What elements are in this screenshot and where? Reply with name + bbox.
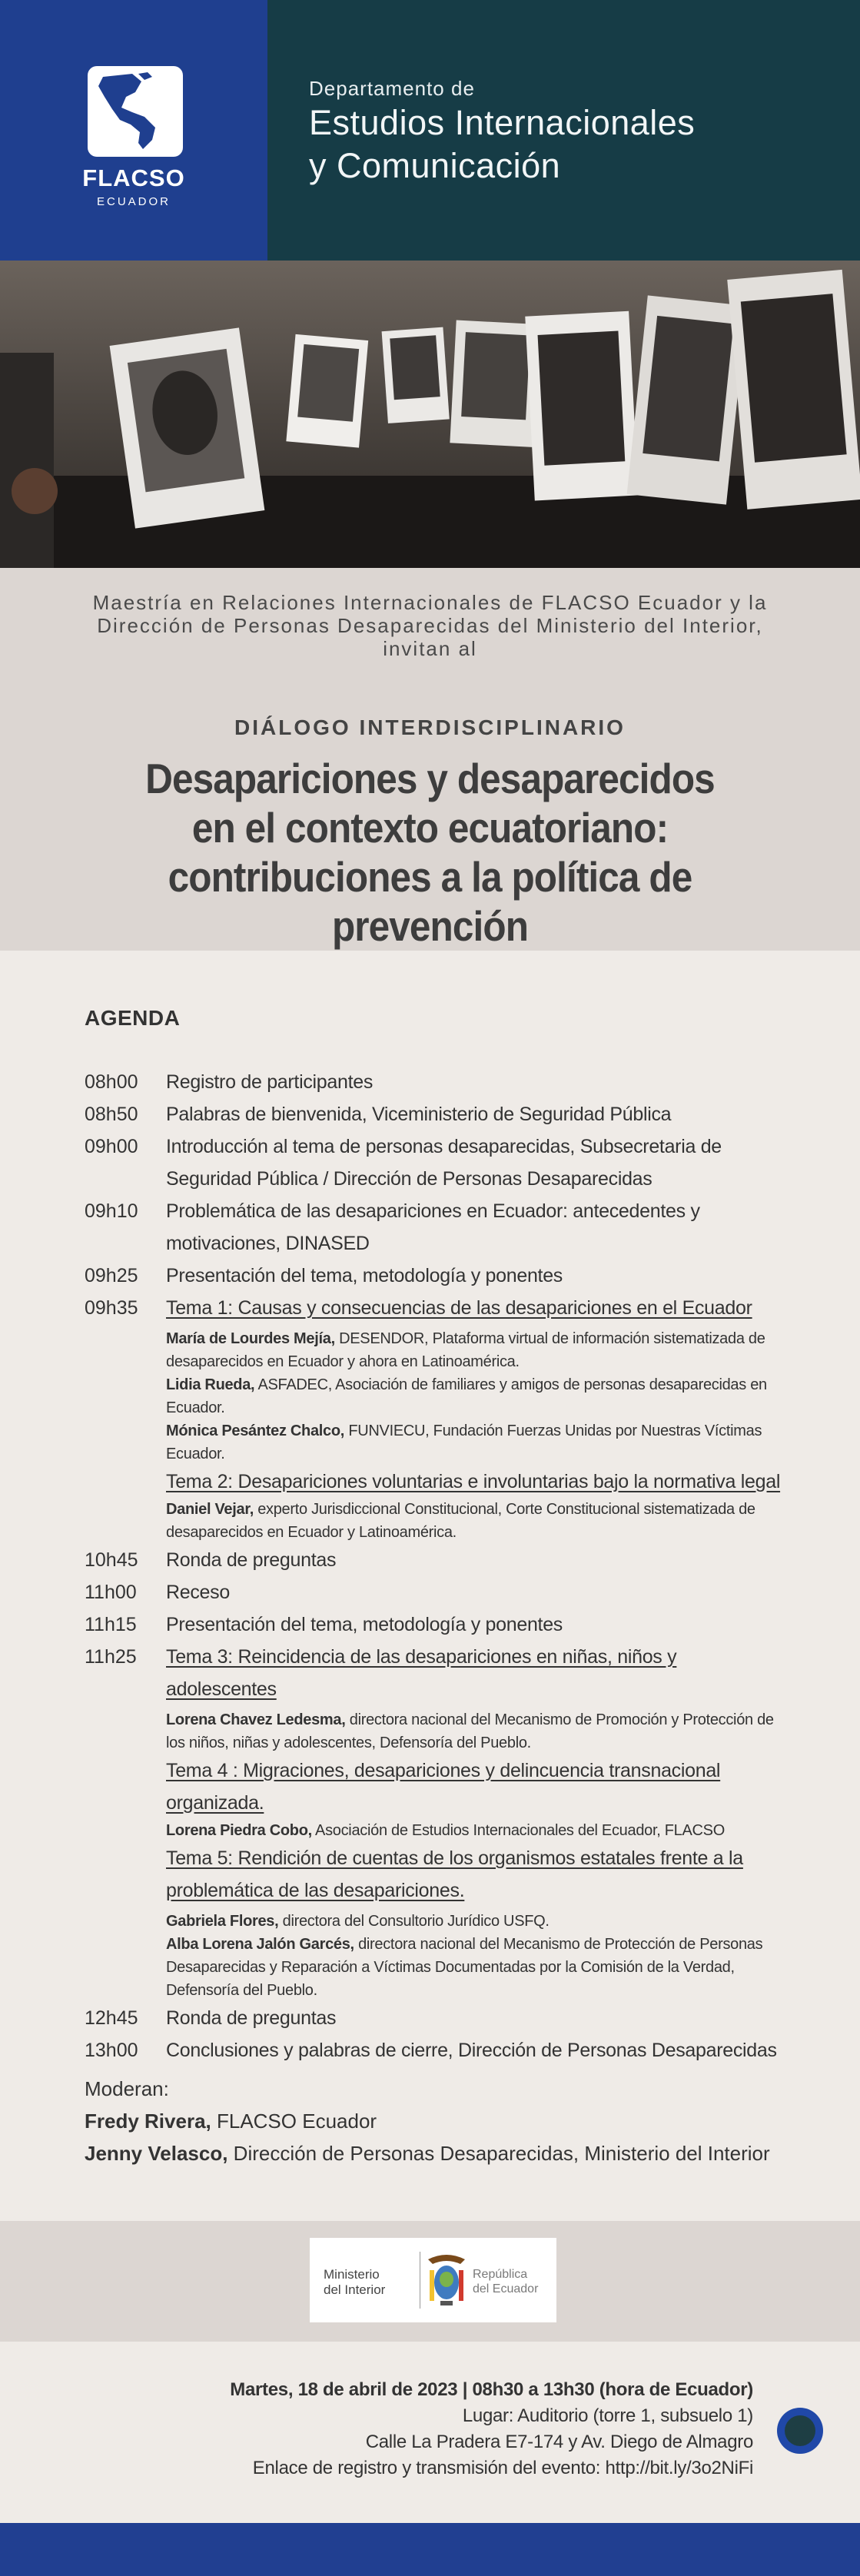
speaker-name: Lorena Chavez Ledesma, [166, 1711, 346, 1728]
moderator-name: Jenny Velasco, [85, 2142, 228, 2165]
event-venue: Lugar: Auditorio (torre 1, subsuelo 1) [462, 2405, 753, 2426]
agenda-heading: AGENDA [85, 1006, 181, 1030]
agenda-item [85, 1466, 792, 1498]
speaker-name: María de Lourdes Mejía, [166, 1330, 335, 1347]
moderator-affiliation: FLACSO Ecuador [211, 2110, 377, 2133]
speaker-entry [166, 1819, 792, 1842]
event-details [230, 2377, 753, 2481]
event-title-line: en el contexto ecuatoriano: [191, 804, 669, 851]
event-title-line: Desapariciones y desaparecidos [145, 755, 715, 802]
speaker-entry [166, 1327, 792, 1373]
agenda-text: Receso [166, 1582, 230, 1603]
event-title [85, 754, 775, 951]
agenda-item [85, 1754, 792, 1819]
event-title-line: contribuciones a la política de prevención [168, 853, 692, 950]
agenda-time: 08h50 [85, 1104, 138, 1125]
invitation-line: invitan al [383, 637, 477, 660]
speaker-name: Gabriela Flores, [166, 1913, 279, 1930]
flacso-subtitle: ECUADOR [96, 195, 171, 208]
protest-photo [0, 261, 860, 568]
footer [0, 2342, 860, 2523]
ministerio-line: del Interior [324, 2282, 386, 2297]
agenda-text: Conclusiones y palabras de cierre, Dirección de Personas Desaparecidas [166, 2040, 777, 2061]
speaker-entry [166, 1419, 792, 1466]
speaker-affiliation: ASFADEC, Asociación de familiares y amigos de personas desaparecidas en Ecuador. [166, 1376, 767, 1416]
header [0, 0, 860, 261]
speaker-entry [166, 1910, 792, 1933]
department-title-line: Estudios Internacionales [309, 103, 696, 142]
department-title [309, 101, 695, 188]
agenda-time: 08h00 [85, 1071, 138, 1093]
agenda-topic: Tema 5: Rendición de cuentas de los organismos estatales frente a la problemática de las desapariciones. [166, 1847, 743, 1901]
agenda-text: Introducción al tema de personas desaparecidas, Subsecretaria de Seguridad Pública / Dirección de Personas Desaparecidas [166, 1136, 722, 1190]
agenda-item [85, 1641, 792, 1705]
invitation-text [77, 591, 783, 660]
bottom-bar [0, 2523, 860, 2576]
agenda-item [85, 1130, 792, 1195]
agenda-item [85, 2002, 792, 2034]
event-address: Calle La Pradera E7-174 y Av. Diego de Almagro [365, 2432, 753, 2452]
ministerio-line: Ministerio [324, 2267, 380, 2282]
speaker-affiliation: FUNVIECU, Fundación Fuerzas Unidas por Nuestras Víctimas Ecuador. [166, 1422, 762, 1462]
moderators [85, 2073, 770, 2169]
agenda-text: Ronda de preguntas [166, 1549, 337, 1571]
flacso-wordmark: FLACSO [82, 164, 185, 191]
speaker-affiliation: directora nacional del Mecanismo de Protección de Personas Desaparecidas y Reparación a Víctimas Documentadas por la Comisión de la Verdad, Defensoría del Pueblo. [166, 1936, 763, 1999]
agenda-topic: Tema 3: Reincidencia de las desapariciones en niñas, niños y adolescentes [166, 1646, 677, 1700]
agenda-text: Palabras de bienvenida, Viceministerio de Seguridad Pública [166, 1104, 672, 1125]
event-registration-link[interactable]: Enlace de registro y transmisión del evento: http://bit.ly/3o2NiFi [252, 2458, 753, 2478]
speaker-name: Alba Lorena Jalón Garcés, [166, 1936, 354, 1953]
agenda-time: 11h00 [85, 1582, 137, 1603]
speaker-affiliation: Asociación de Estudios Internacionales del Ecuador, FLACSO [311, 1822, 725, 1839]
speaker-name: Lorena Piedra Cobo, [166, 1822, 312, 1839]
invitation-line: Maestría en Relaciones Internacionales de FLACSO Ecuador y la [92, 591, 768, 614]
agenda-item [85, 1544, 792, 1576]
agenda-item [85, 1066, 792, 1098]
protest-photo-icon [0, 261, 860, 568]
agenda-text: Ronda de preguntas [166, 2007, 337, 2029]
agenda-time: 09h25 [85, 1265, 138, 1286]
event-kicker: DIÁLOGO INTERDISCIPLINARIO [234, 715, 626, 739]
invitation-section [0, 568, 860, 951]
agenda-time: 10h45 [85, 1549, 138, 1571]
event-date-line: Martes, 18 de abril de 2023 | 08h30 a 13h30 (hora de Ecuador) [230, 2379, 753, 2400]
agenda-time: 11h15 [85, 1614, 137, 1635]
moderator-affiliation: Dirección de Personas Desaparecidas, Ministerio del Interior [227, 2142, 770, 2165]
invitation-line: Dirección de Personas Desaparecidas del Ministerio del Interior, [97, 614, 763, 637]
republica-line: República [473, 2268, 528, 2281]
speaker-entry [166, 1933, 792, 2002]
moderator-entry [85, 2105, 770, 2137]
circle-badge-icon [777, 2408, 823, 2454]
department-pretitle: Departamento de [309, 77, 475, 100]
department-title-line: y Comunicación [309, 146, 561, 185]
flacso-logo-block [0, 0, 267, 261]
speaker-affiliation: DESENDOR, Plataforma virtual de información sistematizada de desaparecidos en Ecuador y ahora en Latinoamérica. [166, 1330, 765, 1370]
ministerio-wordmark [324, 2267, 385, 2298]
agenda-text: Registro de participantes [166, 1071, 374, 1093]
speaker-entry [166, 1708, 792, 1754]
americas-map-icon [88, 66, 183, 157]
agenda-text: Presentación del tema, metodología y ponentes [166, 1265, 563, 1286]
event-hours: 08h30 a 13h30 (hora de Ecuador) [472, 2379, 753, 2400]
agenda-time: 12h45 [85, 2007, 138, 2029]
agenda-item [85, 1195, 792, 1260]
agenda-item [85, 1098, 792, 1130]
speaker-name: Daniel Vejar, [166, 1501, 254, 1518]
agenda-topic: Tema 4 : Migraciones, desapariciones y delincuencia transnacional organizada. [166, 1760, 721, 1814]
agenda-item [85, 1608, 792, 1641]
speaker-affiliation: directora del Consultorio Jurídico USFQ. [278, 1913, 550, 1930]
event-date: Martes, 18 de abril de 2023 [230, 2379, 458, 2400]
agenda-text: Presentación del tema, metodología y ponentes [166, 1614, 563, 1635]
agenda-time: 09h00 [85, 1136, 138, 1157]
speaker-affiliation: experto Jurisdiccional Constitucional, Corte Constitucional sistematizada de desaparecidos en Ecuador y Latinoamérica. [166, 1501, 755, 1541]
ministerio-logo [310, 2238, 556, 2322]
speaker-entry [166, 1373, 792, 1419]
republica-line: del Ecuador [473, 2282, 539, 2295]
ecuador-coat-of-arms-icon [425, 2249, 468, 2310]
agenda-item [85, 1260, 792, 1292]
agenda-item [85, 1842, 792, 1907]
moderators-label: Moderan: [85, 2077, 169, 2100]
agenda-time: 11h25 [85, 1646, 137, 1668]
agenda-list [85, 1066, 792, 2066]
agenda-topic: Tema 1: Causas y consecuencias de las desapariciones en el Ecuador [166, 1297, 752, 1319]
agenda-time: 09h10 [85, 1200, 138, 1222]
speaker-name: Lidia Rueda, [166, 1376, 255, 1393]
speaker-entry [166, 1498, 792, 1544]
agenda-topic: Tema 2: Desapariciones voluntarias e involuntarias bajo la normativa legal [166, 1471, 781, 1492]
agenda-section [0, 951, 860, 2221]
agenda-item [85, 1292, 792, 1324]
agenda-time: 13h00 [85, 2040, 138, 2061]
republica-wordmark [473, 2267, 538, 2296]
moderator-name: Fredy Rivera, [85, 2110, 211, 2133]
agenda-text: Problemática de las desapariciones en Ecuador: antecedentes y motivaciones, DINASED [166, 1200, 700, 1254]
moderator-entry [85, 2137, 770, 2169]
sponsor-section [0, 2221, 860, 2342]
agenda-item [85, 2034, 792, 2066]
speaker-name: Mónica Pesántez Chalco, [166, 1422, 345, 1439]
speaker-affiliation: directora nacional del Mecanismo de Promoción y Protección de los niños, niñas y adolescentes, Defensoría del Pueblo. [166, 1711, 774, 1751]
agenda-time: 09h35 [85, 1297, 138, 1319]
agenda-item [85, 1576, 792, 1608]
